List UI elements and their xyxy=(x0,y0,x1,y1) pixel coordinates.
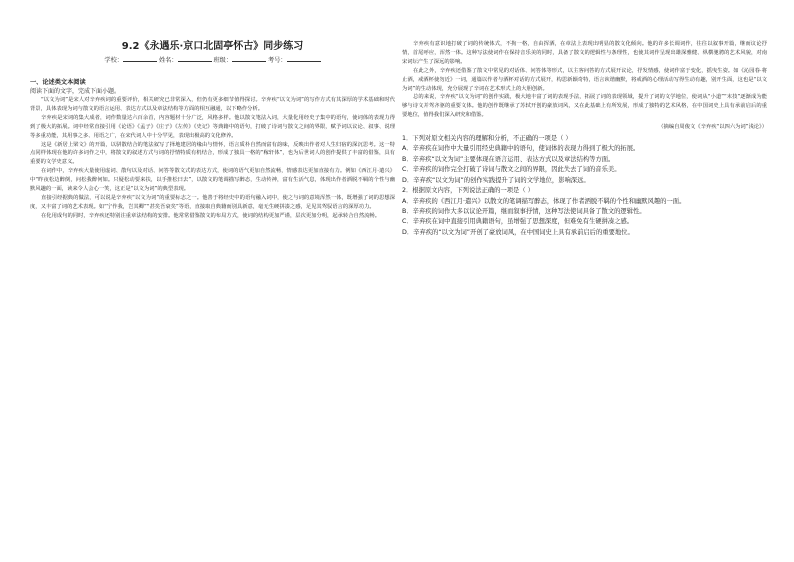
question-1-option-d[interactable]: D．辛弃疾“以文为词”的创作实践提升了词的文学地位，影响深远。 xyxy=(402,176,590,184)
number-blank[interactable] xyxy=(287,55,321,62)
question-1-option-c[interactable]: C．辛弃疾的词作完全打破了诗词与散文之间的界限，因此失去了词的音乐美。 xyxy=(402,166,621,174)
passage-paragraph: 这是《新居上梁文》的开篇，以骈散结合的笔法叙写了择地建居的缘由与情怀，语言质朴自然而富有韵味，反映出作者对人生归宿的深沉思考。这一特点同样体现在他的许多词作之中，将散文的叙述方式与词的抒情特质有机结合，形成了独具一格的“稼轩体”，也为后世词人的创作提供了丰富的借鉴，具有重要的文学史意义。 xyxy=(30,141,395,166)
question-2-option-a[interactable]: A．辛弃疾的《西江月·遣兴》以散文的笔调描写醉态，体现了作者洒脱不羁的个性和幽默风趣的一面。 xyxy=(402,197,686,205)
passage-paragraph: 辛弃疾有意识地打破了词的传统体式，不拘一格，自由挥洒，在章法上表现出明显的散文化倾向。他的许多长调词作，往往以叙事开篇，继而议论抒情，首尾呼应，浑然一体。这种写法使词作在保持音乐美的同时，具备了散文的逻辑性与条理性，也使其词作呈现出雄深雅健、纵横驰骋的艺术风貌，对南宋词坛产生了深远的影响。 xyxy=(402,41,767,65)
school-blank[interactable] xyxy=(123,55,157,62)
question-2-option-d[interactable]: D．辛弃疾的“以文为词”开创了豪放词风，在中国词史上具有承前启后的重要地位。 xyxy=(402,228,634,236)
left-column xyxy=(30,40,395,221)
passage-paragraph: 在化用成句的同时，辛弃疾还特别注重章法结构的安排。他常常借鉴散文的布局方式，使词的结构更加严谨，层次更加分明，起承转合自然流畅。 xyxy=(41,212,381,219)
student-info-line xyxy=(30,55,395,66)
school-label: 学校： xyxy=(104,57,123,64)
name-label: 姓名： xyxy=(158,57,178,64)
passage-paragraph: 总的来说，辛弃疾“以文为词”的创作实践，极大地丰富了词的表现手法，拓展了词的表现领域，提升了词的文学地位，使词从“小道”“末技”逐渐成为能够与诗文并驾齐驱的重要文体。他的创作既继承了苏轼开创的豪放词风，又在此基础上有所发展，形成了独特的艺术风格，在中国词史上具有承前启后的重要地位，值得我们深入研究和借鉴。 xyxy=(402,94,767,119)
passage-paragraph: 辛弃疾是宋词的集大成者，词作数量达六百余首，内容题材十分广泛，风格多样。他以散文笔法入词，大量化用经史子集中的语句，使词体的表现力得到了极大的拓展。词中经常直接引用《论语》《孟子》《庄子》《左传》《史记》等典籍中的语句，打破了诗词与散文之间的界限，赋予词以议论、叙事、说理等多重功能，其用事之多、用语之广，在宋代词人中十分罕见，表现出极高的文化修养。 xyxy=(30,114,395,139)
question-1-stem: 1．下列对原文相关内容的理解和分析，不正确的一项是（ ） xyxy=(402,135,572,143)
question-1-option-a[interactable]: A．辛弃疾在词作中大量引用经史典籍中的语句，使词体的表现力得到了极大的拓展。 xyxy=(402,145,640,153)
question-2-option-b[interactable]: B．辛弃疾的词作大多以议论开篇，继而叙事抒情，这种写法使词具备了散文的逻辑性。 xyxy=(402,207,646,215)
question-1-option-b[interactable]: B．辛弃疾“以文为词”主要体现在语言运用、表达方式以及章法结构等方面。 xyxy=(402,155,615,163)
question-2-stem: 2．根据原文内容，下列说法正确的一项是（ ） xyxy=(402,187,534,195)
right-column xyxy=(402,40,767,238)
class-blank[interactable] xyxy=(232,55,266,62)
passage-source: （摘编自周俊文《辛弃疾“以四六为词”浅论》） xyxy=(658,124,767,131)
name-blank[interactable] xyxy=(178,55,212,62)
passage-paragraph: 直接引经据典的做法，可以说是辛弃疾“以文为词”的重要标志之一。他善于将经史中的语句融入词中，使之与词的意境浑然一体，既增强了词的思想深度，又丰富了词的艺术表现。如“宁作我，岂其卿”“甚矣吾衰矣”等语，直接取自典籍而别具新意，毫无生硬拼凑之感，足见其驾驭语言的深厚功力。 xyxy=(30,194,395,210)
section-instruction: 阅读下面的文字，完成下面小题。 xyxy=(30,88,121,95)
class-label: 班级： xyxy=(213,57,233,64)
page-title: 9.2《永遇乐·京口北固亭怀古》同步练习 xyxy=(121,41,304,52)
passage-paragraph: 在词作中，辛弃疾大量使用虚词、散句以及对话、问答等散文式的表达方式，使词的语气更加自然流畅，情感表达更加直接有力。例如《西江月·遣兴》中“昨夜松边醉倒，问松我醉何如。只疑松动要来扶，以手推松曰去”，以散文的笔调描写醉态，生动传神，富有生活气息，体现出作者洒脱不羁的个性与幽默风趣的一面，读来令人会心一笑，这正是“以文为词”的典型表现。 xyxy=(30,168,395,193)
number-label: 考号： xyxy=(268,57,287,64)
question-2-option-c[interactable]: C．辛弃疾在词中直接引用典籍语句，虽增强了思想深度，但难免有生硬拼凑之感。 xyxy=(402,218,634,226)
passage-paragraph: “以文为词”是宋人对辛弃疾词的重要评价，相关研究已非常深入，但仍有更多细节值得探讨。辛弃疾“以文为词”的写作方式有其深厚的学术基础和时代背景，具体表现为词与散文的语言运用、表达方式以及章法结构等方面的相互融通，以下略作分析。 xyxy=(30,97,395,112)
section-heading: 一、论述类文本阅读 xyxy=(30,79,86,86)
passage-paragraph: 在此之外，辛弃疾还借鉴了散文中常见的对话体、问答体等形式，以主客问答的方式展开议论，抒发情感，使词作富于变化，摇曳生姿。如《沁园春·将止酒，戒酒杯使勿近》一词，通篇以作者与酒杯对话的方式展开，构思新颖奇特，语言诙谐幽默，将戒酒的心理活动写得生动有趣，别开生面，这也是“以文为词”的生动体现，充分展现了辛词在艺术形式上的大胆创新。 xyxy=(402,67,767,92)
